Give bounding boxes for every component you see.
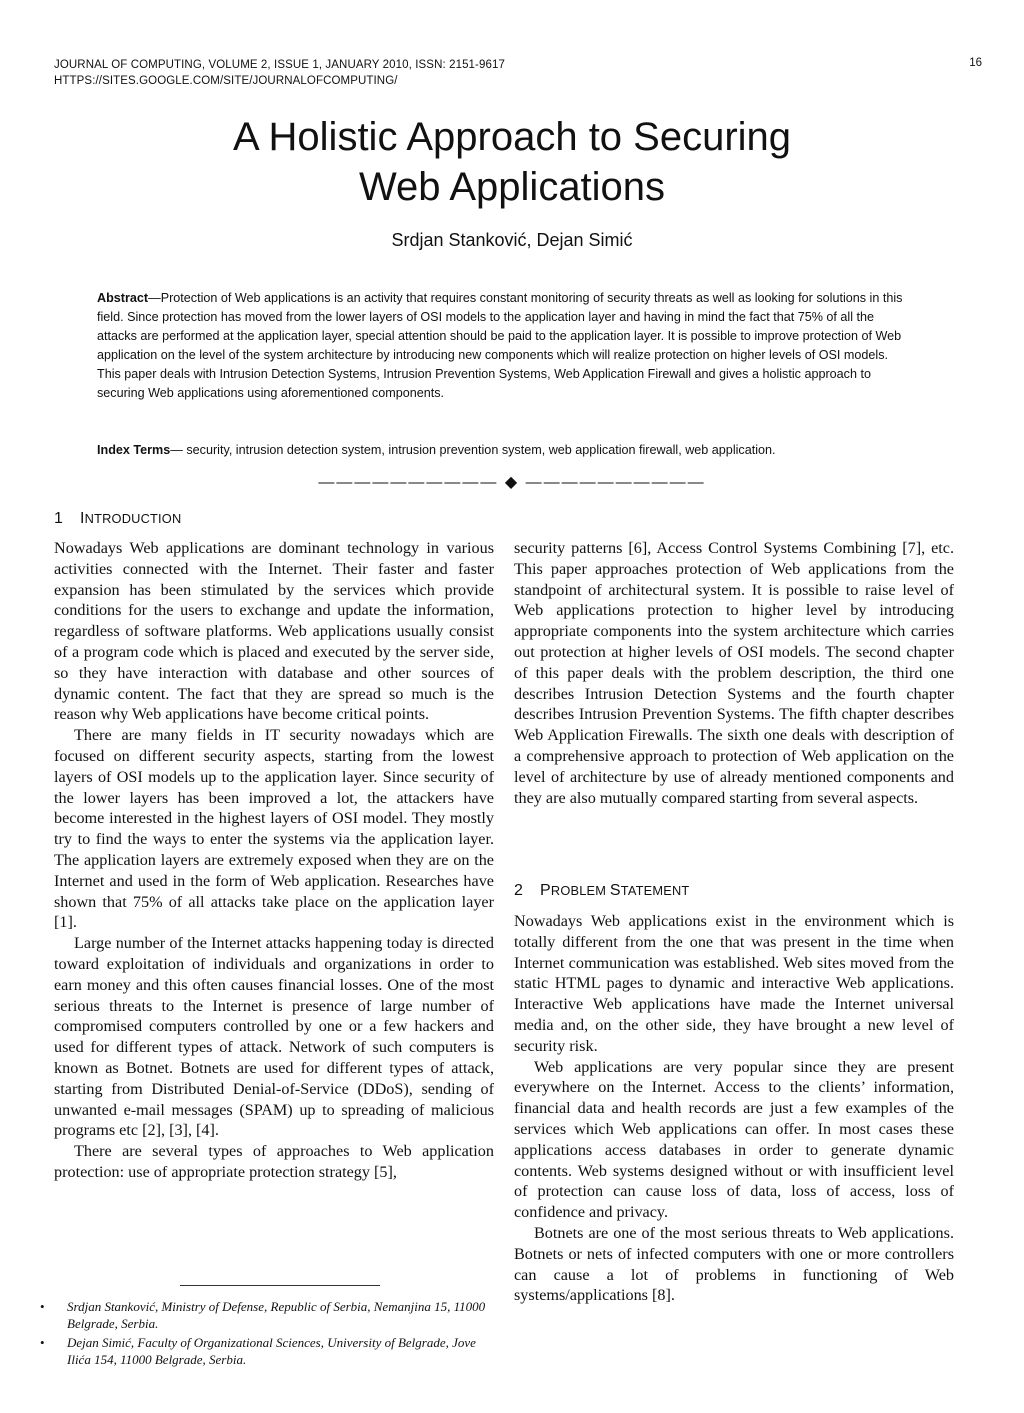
url-line: HTTPS://SITES.GOOGLE.COM/SITE/JOURNALOFCOMPUTING/: [54, 75, 398, 87]
section-1-title-rest: NTRODUCTION: [84, 511, 182, 526]
section-1-title-initial: I: [80, 510, 85, 527]
section-separator: —————————— ◆ ——————————: [318, 474, 706, 491]
section-1-heading: [54, 510, 181, 528]
right-column-section-1: [514, 538, 954, 808]
title-line-2: Web Applications: [358, 165, 666, 209]
right-column-section-2: [514, 911, 954, 1306]
paragraph: There are many fields in IT security nowadays which are focused on different security aspects, starting from the lowest layers of OSI models up to the application layer. Since security of the lower layers has been improved a lot, the attackers have become interested in the highest layers of OSI model. They mostly try to find the ways to enter the systems via the application layer. The application layers are extremely exposed when they are on the Internet and used in the form of Web application. Researches have shown that 75% of all attacks take place on the application layer [1].: [54, 726, 494, 932]
paragraph: Botnets are one of the most serious threats to Web applications. Botnets or nets of infected computers with one or more controllers can cause a lot of problems in functioning of Web systems/applications [8].: [514, 1223, 954, 1305]
paragraph: Nowadays Web applications exist in the environment which is totally different from the one that was present in the time when Internet communication was established. Web sites moved from the static HTML pages to dynamic and interactive Web applications. Interactive Web applications have made the Internet universal media and, on the other side, they have brought a new level of security risk.: [514, 912, 954, 1055]
index-terms-label: Index Terms: [97, 443, 171, 457]
running-head: [54, 57, 505, 89]
section-2-title-rest-a: ROBLEM: [550, 883, 610, 898]
section-2-title-rest-b: TATEMENT: [620, 883, 690, 898]
paragraph: security patterns [6], Access Control Systems Combining [7], etc. This paper approaches protection of Web applications from the standpoint of architectural system. It is possible to raise level of Web applications protection to higher level by introducing appropriate components into the system architecture which carries out protection at higher levels of OSI models. The second chapter of this paper deals with the problem description, the third one describes Intrusion Detection Systems and the fourth chapter describes Intrusion Prevention Systems. The fifth chapter describes Web Application Firewalls. The sixth one deals with description of a comprehensive approach to protection of Web application on the level of architecture by use of already mentioned components and they are also mutually compared starting from several aspects.: [514, 539, 954, 807]
index-terms: [97, 441, 927, 460]
section-1-number: 1: [54, 510, 64, 527]
bullet-icon: •: [40, 1299, 45, 1314]
paragraph: Large number of the Internet attacks happening today is directed toward exploitation of individuals and organizations in order to earn money and this often causes financial losses. One of the most serious threats to the Internet is presence of large number of compromised computers controlled by one or a few hackers and used for different types of attack. Network of such computers is known as Botnet. Botnets are used for different types of attack, starting from Distributed Denial-of-Service (DDoS), sending of unwanted e-mail messages (SPAM) up to spreading of malicious programs etc [2], [3], [4].: [54, 934, 494, 1140]
section-2-title-initial-a: P: [540, 882, 551, 899]
bullet-icon: •: [40, 1335, 45, 1350]
abstract: [97, 289, 907, 403]
paper-title: [0, 112, 1024, 212]
abstract-text: —Protection of Web applications is an activity that requires constant monitoring of security threats as well as looking for solutions in this field. Since protection has moved from the lower layers of OSI models to the application layer and having in mind the fact that 75% of all the attacks are performed at the application layer, special attention should be paid to the application layer. It is possible to improve protection of Web application on the level of the system architecture by introducing new components which will realize protection on higher levels of OSI models. This paper deals with Intrusion Detection Systems, Intrusion Prevention Systems, Web Application Firewall and gives a holistic approach to securing Web applications using aforementioned components.: [97, 291, 903, 400]
footnote-rule: [180, 1285, 380, 1286]
paragraph: There are several types of approaches to Web application protection: use of appropriate protection strategy [5],: [54, 1142, 494, 1181]
section-2-heading: [514, 882, 689, 900]
page-number: 16: [969, 57, 982, 69]
footnote-item: [40, 1299, 500, 1332]
paragraph: Nowadays Web applications are dominant technology in various activities connected with the Internet. Their faster and faster expansion has been stimulated by the services which provide conditions for the users to exchange and update the information, regardless of software platforms. Web applications usually consist of a program code which is placed and executed by the server side, so they have interaction with database and other sources of dynamic content. The fact that they are spread so much is the reason why Web applications have become critical points.: [54, 539, 494, 724]
footnotes: [40, 1299, 500, 1371]
section-2-title-initial-b: S: [609, 882, 621, 899]
journal-line: JOURNAL OF COMPUTING, VOLUME 2, ISSUE 1, JANUARY 2010, ISSN: 2151-9617: [54, 59, 505, 71]
footnote-item: [40, 1335, 500, 1368]
section-2-number: 2: [514, 882, 524, 899]
footnote-text: Dejan Simić, Faculty of Organizational Sciences, University of Belgrade, Jove Ilića 154, 11000 Belgrade, Serbia.: [67, 1335, 476, 1367]
authors: Srdjan Stanković, Dejan Simić: [391, 230, 633, 250]
abstract-label: Abstract: [97, 291, 149, 305]
paragraph: Web applications are very popular since they are present everywhere on the Internet. Access to the clients’ information, financial data and health records are just a few examples of the services which Web applications can offer. In most cases these applications access databases in order to generate dynamic contents. Web systems designed without or with insufficient level of protection can cause loss of data, loss of access, loss of confidence and privacy.: [514, 1057, 954, 1222]
index-terms-text: — security, intrusion detection system, intrusion prevention system, web application firewall, web application.: [170, 443, 776, 457]
title-line-1: A Holistic Approach to Securing: [232, 115, 792, 159]
left-column: [54, 538, 494, 1183]
footnote-text: Srdjan Stanković, Ministry of Defense, Republic of Serbia, Nemanjina 15, 11000 Belgrade, Serbia.: [67, 1299, 486, 1331]
